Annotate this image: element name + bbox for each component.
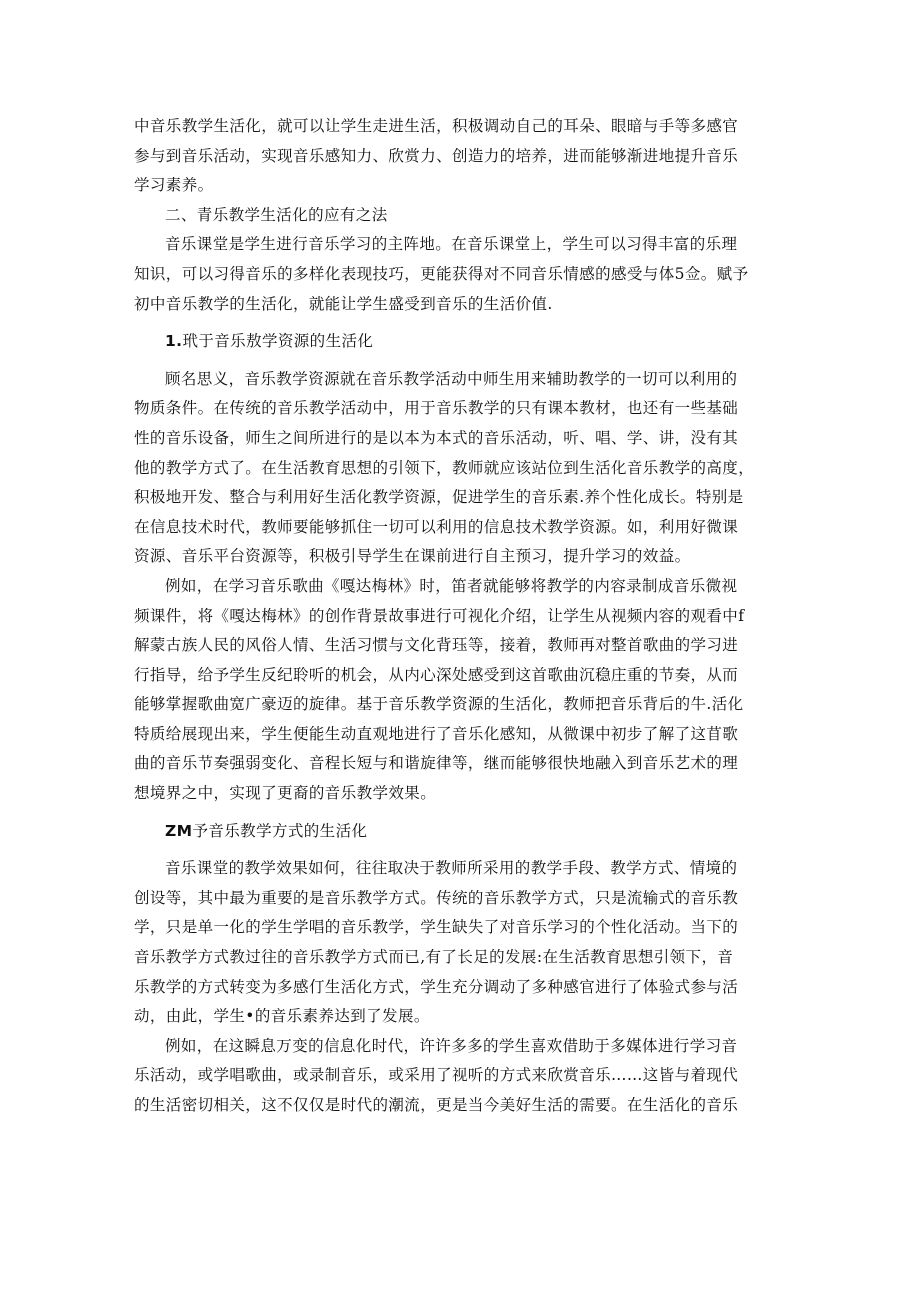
text-line: 音乐课堂的教学效果如何，往往取决于教师所采用的教学手段、教学方式、情境的	[165, 859, 738, 878]
text-line: 知识，可以习得音乐的多样化表现技巧，更能获得对不同音乐情感的感受与体5佥。赋予	[134, 264, 749, 283]
subheading-1	[134, 327, 794, 357]
text-line: 物质条件。在传统的音乐教学活动中，用于音乐教学的只有课本教材，也还有一些基础	[134, 399, 739, 418]
text-line: 学习素养。	[134, 176, 214, 195]
text-line: 他的教学方式了。在生活教育思想的引领下，教师就应该站位到生活化音乐教学的高度，	[134, 458, 755, 477]
section-heading	[134, 201, 794, 231]
text-line: 频课件，将《嘎达梅林》的创作背景故事进行可视化介绍，让学生从视频内容的观看中f	[134, 606, 745, 625]
text-line: 音乐教学方式教过往的音乐教学方式而已,有了长足的发展:在生活教育思想引领下，音	[134, 948, 734, 967]
subheading-number: 1.	[165, 332, 183, 351]
text-line: 顾名思义，音乐教学资源就在音乐教学活动中师生用来辅助教学的一切可以利用的	[165, 369, 738, 388]
paragraph-example-1	[134, 572, 794, 809]
text-line: 动，由此，学生•的音乐素养达到了发展。	[134, 1007, 430, 1026]
text-line: 创设等，其中最为重要的是音乐教学方式。传统的音乐教学方式，只是流输式的音乐教	[134, 888, 739, 907]
text-line: 乐教学的方式转变为多感仃生活化方式，学生充分调动了多种感官进行了体验式参与活	[134, 977, 739, 996]
subheading-text: 玳于音乐敖学资源的生活化	[182, 332, 374, 351]
text-line: 解蒙古族人民的风俗人情、生活习惯与文化背珏等，接着，教师再对整首歌曲的学习进	[134, 636, 739, 655]
paragraph-intro	[134, 112, 794, 201]
subheading-2	[134, 817, 794, 847]
text-line: 例如，在学习音乐歌曲《嘎达梅林》时，笛者就能够将教学的内容录制成音乐微视	[165, 576, 738, 595]
text-line: 行指导，给予学生反纪聆听的机会，从内心深处感受到这首歌曲沉稳庄重的节奏，从而	[134, 665, 739, 684]
text-line: 音乐课堂是学生进行音乐学习的主阵地。在音乐课堂上，学生可以习得丰富的乐理	[165, 235, 738, 254]
text-line: 初中音乐教学的生活化，就能让学生盛受到音乐的生活价值.	[134, 294, 553, 313]
text-line: 乐活动，或学唱歌曲，或录制音乐，或采用了视听的方式来欣赏音乐……这皆与着现代	[134, 1066, 739, 1085]
text-line: 在信息技术时代，教师要能够抓住一切可以利用的信息技术教学资源。如，利用好微课	[134, 517, 739, 536]
paragraph-methods	[134, 854, 794, 1032]
text-line: 积极地开发、整合与利用好生活化教学资源，促进学生的音乐素.养个性化成长。特别是	[134, 488, 744, 507]
text-line: 资源、音乐平台资源等，积极引导学生在课前进行自主预习，提升学习的效益。	[134, 547, 691, 566]
text-line: 中音乐教学生活化，就可以让学生走进生活，积极调动自己的耳朵、眼暗与手等多感官	[134, 117, 739, 135]
paragraph-classroom	[134, 230, 794, 319]
text-line: 曲的音乐节奏强弱变化、音程长短与和谐旋律等，继而能够很快地融入到音乐艺术的理	[134, 754, 739, 773]
text-line: 例如，在这瞬息万变的信息化时代，许许多多的学生喜欢借助于多媒体进行学习音	[165, 1036, 738, 1055]
paragraph-example-2	[134, 1032, 794, 1121]
text-line: 想境界之中，实现了更裔的音乐教学效果。	[134, 784, 437, 803]
subheading-text: 予音乐教学方式的生活化	[192, 821, 368, 840]
text-line: 的生活密切相关，这不仅仅是时代的潮流，更是当今美好生活的需要。在生活化的音乐	[134, 1096, 739, 1114]
document-page	[134, 112, 794, 1121]
text-line: 性的音乐设备，师生之间所进行的是以本为本式的音乐活动，听、唱、学、讲，没有其	[134, 428, 739, 447]
subheading-number: ZM	[165, 821, 193, 840]
text-line: 特质给展现出来，学生便能生动直观地进行了音乐化感知，从微课中初步了解了这苜歌	[134, 724, 739, 743]
section-heading-text: 二、青乐教学生活化的应有之法	[165, 205, 388, 224]
text-line: 能够掌握歌曲宽广豪迈的旋律。基于音乐教学资源的生活化，教师把音乐背后的牛.活化	[134, 695, 744, 714]
text-line: 参与到音乐活动，实现音乐感知力、欣赏力、创造力的培养，进而能够渐进地提升音乐	[134, 146, 739, 165]
paragraph-resources	[134, 365, 794, 572]
text-line: 学，只是单一化的学生学唱的音乐教学，学生缺失了对音乐学习的个性化活动。当下的	[134, 918, 739, 937]
